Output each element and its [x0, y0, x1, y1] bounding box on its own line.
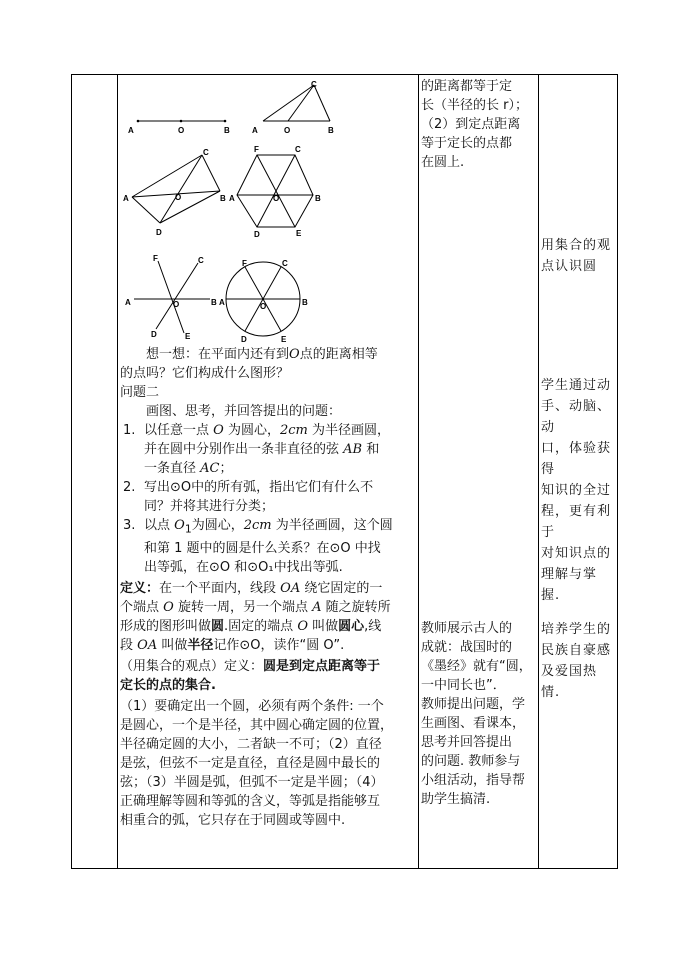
lesson-table — [71, 74, 618, 869]
label-o: O — [178, 126, 185, 135]
label-e: E — [296, 229, 302, 238]
label-b: B — [315, 194, 321, 203]
label-f: F — [254, 145, 259, 154]
label-e: E — [281, 335, 287, 344]
label-o: O — [260, 302, 267, 311]
label-a: A — [219, 298, 225, 307]
label-b: B — [302, 298, 308, 307]
list-item: 3. 以点 $O_1$为圆心，2cm 为半径画圆，这个圆 和第 1 题中的圆是什么关系？在⊙O 中找 出等弧，在⊙O 和⊙O₁中找出等弧. — [123, 518, 393, 575]
teacher-activity-top: 的距离都等于定 长（半径的长 r）； （2）到定点距离 等于定长的点都 在圆上. — [421, 79, 528, 170]
label-c: C — [282, 259, 288, 268]
label-o: O — [175, 193, 182, 202]
section-heading: 问题二 — [120, 385, 160, 400]
teacher-activity-bottom: 教师展示古人的 成就：战国时的 《墨经》就有“圆， 一中同长也”． 教师提出问题，学 生画图、看课本， 思考并回答提出 的问题. 教师参与 小组活动，指导帮 助学生搞清. — [421, 621, 532, 807]
label-b: B — [224, 126, 230, 135]
label-a: A — [128, 126, 134, 135]
think-line: 想一想：在平面内还有到O点的距离相等 — [146, 347, 378, 362]
label-o: O — [273, 194, 280, 203]
label-b: B — [220, 194, 226, 203]
label-o: O — [284, 126, 291, 135]
label-d: D — [151, 330, 157, 339]
set-definition: （用集合的观点）定义：圆是到定点距离等于 定长的点的集合. — [120, 658, 381, 693]
column-divider — [418, 75, 419, 868]
label-f: F — [153, 254, 158, 263]
label-a: A — [229, 194, 235, 203]
label-d: D — [241, 335, 247, 344]
label-e: E — [185, 332, 191, 341]
label-f: F — [242, 259, 247, 268]
label-b: B — [211, 298, 217, 307]
main-content — [120, 345, 410, 830]
geometry-figures — [120, 77, 418, 345]
list-item: 2. 写出⊙O中的所有弧，指出它们有什么不 同？并将其进行分类； — [123, 480, 374, 514]
label-a: A — [252, 126, 258, 135]
notes: （1）要确定出一个圆，必须有两个条件: 一个 是圆心，一个是半径，其中圆心确定圆的位置， 半径确定圆的大小，二者缺一不可；（2）直径 是弦，但弦不一定是直径，直径是圆中最长的 弦；（3）半圆是弧，但弧不一定是半圆；（4） 正确理解等圆和等弧的含义，等弧是指能够互 相重合的弧，它只存在于同圆或等圆中. — [120, 698, 394, 828]
label-d: D — [156, 228, 162, 237]
definition: 定义：在一个平面内，线段 OA 绕它固定的一 个端点 O 旋转一周，另一个端点 A 随之旋转所 形成的图形叫做圆.固定的端点 O 叫做圆心,线 段 OA 叫做半径记作⊙O，读作“圆 O”. — [120, 580, 391, 653]
label-a: A — [123, 194, 129, 203]
label-c: C — [295, 145, 301, 154]
task-description: 画图、思考，并回答提出的问题： — [146, 404, 342, 419]
label-c: C — [203, 148, 209, 157]
label-b: B — [328, 126, 334, 135]
intent-block-3: 培养学生的 民族自豪感 及爱国热情. — [541, 622, 612, 700]
label-a: A — [125, 298, 131, 307]
column-divider — [117, 75, 118, 868]
label-d: D — [254, 230, 260, 239]
list-item: 1. 以任意一点 O 为圆心，2cm 为半径画圆， 并在圆中分别作出一条非直径的弦 AB 和 一条直径 AC； — [123, 423, 391, 476]
intent-block-2: 学生通过动 手、动脑、动 口，体验获得 知识的全过 程，更有利于 对知识点的 理解与掌握. — [541, 378, 612, 603]
label-c: C — [311, 80, 317, 89]
intent-block-1: 用集合的观 点认识圆 — [541, 238, 612, 274]
label-c: C — [198, 256, 204, 265]
label-o: O — [173, 300, 180, 309]
column-divider — [538, 75, 539, 868]
think-line-2: 的点吗？它们构成什么图形？ — [120, 366, 290, 381]
